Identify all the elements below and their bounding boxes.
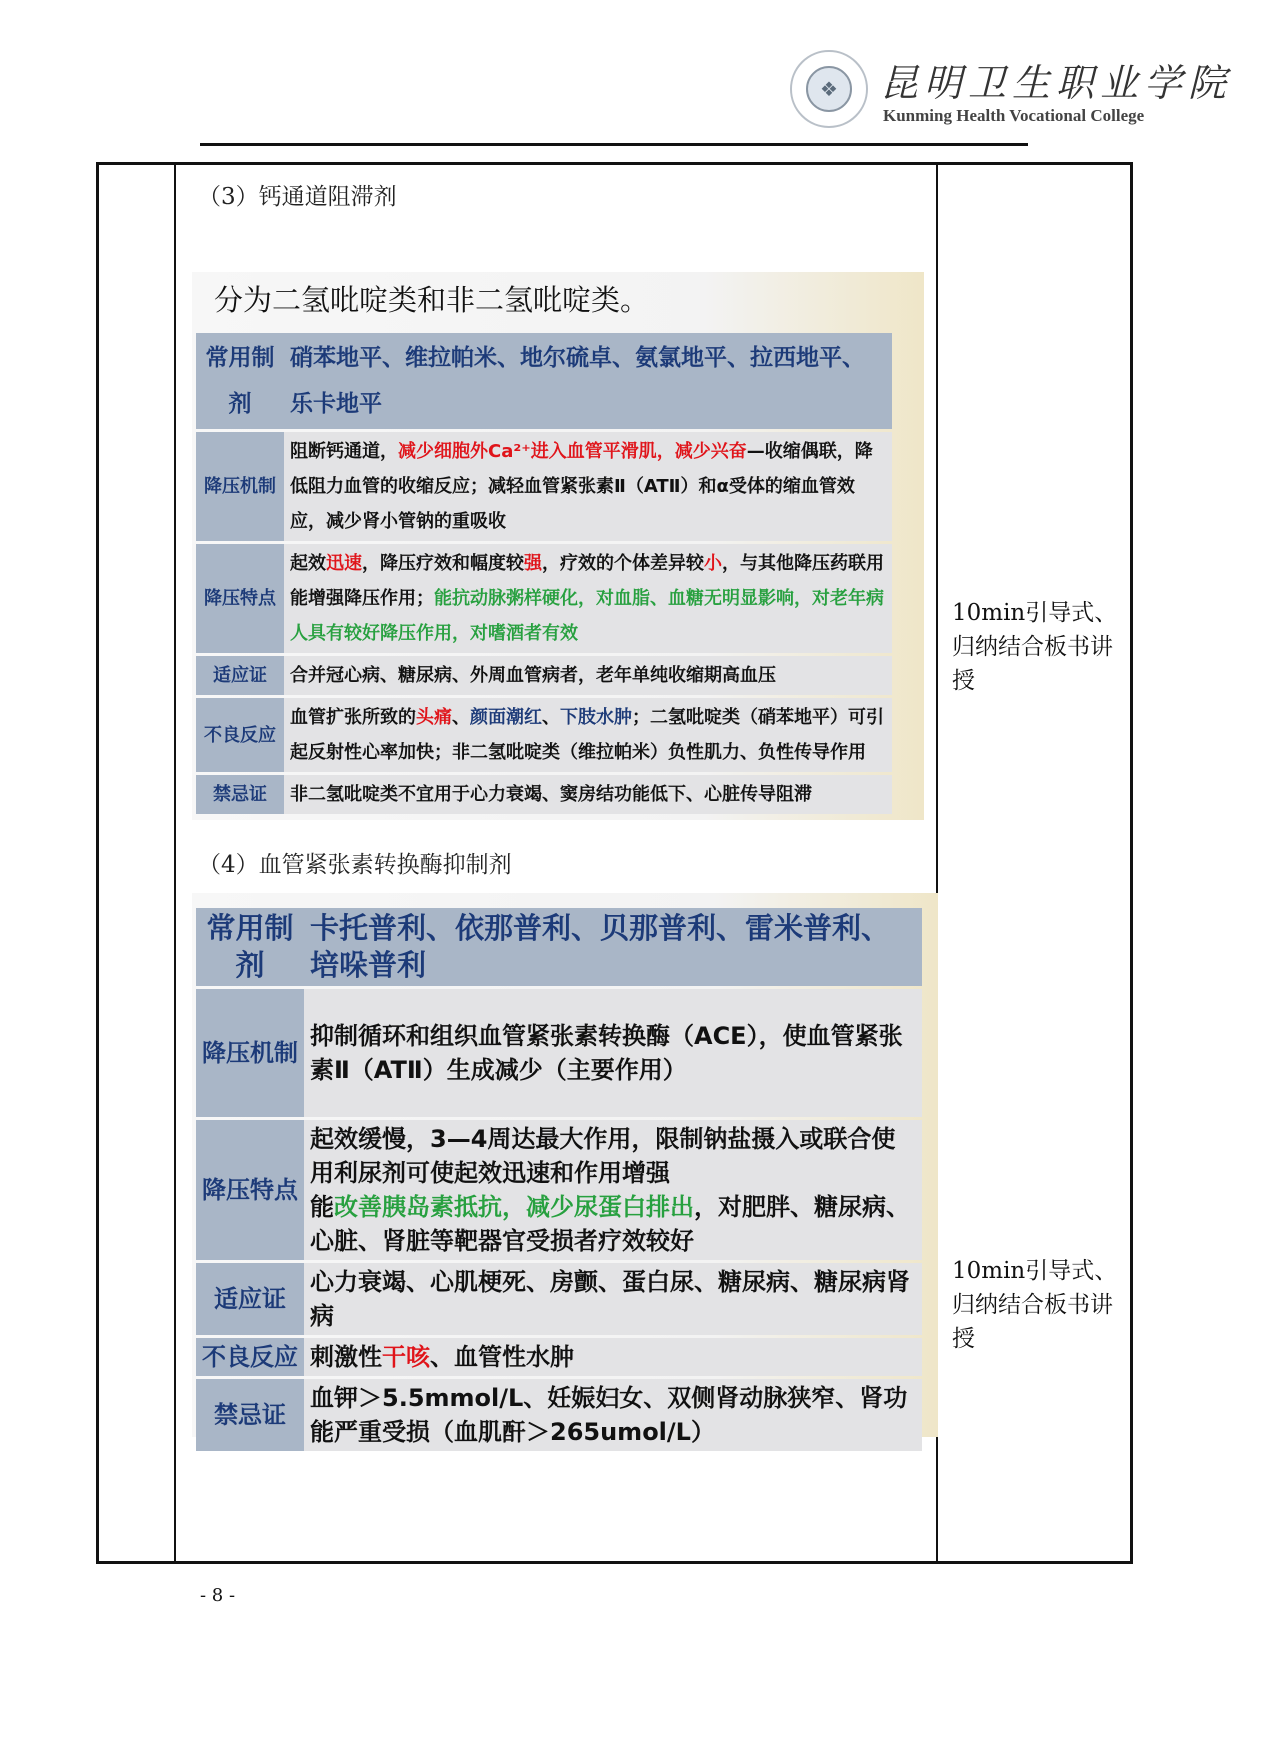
text-run: ，降压疗效和幅度较 bbox=[362, 553, 524, 574]
teaching-method-3: 10min引导式、归纳结合板书讲授 bbox=[952, 600, 1118, 694]
row-label: 适应证 bbox=[196, 1263, 304, 1335]
college-seal-icon: ❖ bbox=[806, 66, 852, 112]
row-value: 抑制循环和组织血管紧张素转换酶（ACE），使血管紧张素Ⅱ（ATⅡ）生成减少（主要作用） bbox=[304, 989, 922, 1117]
row-value: 非二氢吡啶类不宜用于心力衰竭、窦房结功能低下、心脏传导阻滞 bbox=[284, 775, 892, 814]
text-run: 起效缓慢，3—4周达最大作用，限制钠盐摄入或联合使用利尿剂可使起效迅速和作用增强 bbox=[310, 1125, 896, 1187]
row-label: 适应证 bbox=[196, 656, 284, 695]
table-row bbox=[196, 432, 892, 541]
college-name-en: Kunming Health Vocational College bbox=[883, 106, 1145, 125]
highlight-red: 强 bbox=[524, 553, 542, 574]
section-3-intro: 分为二氢吡啶类和非二氢吡啶类。 bbox=[214, 283, 650, 317]
column-divider-left bbox=[174, 162, 176, 1564]
highlight-blue: 下肢水肿 bbox=[560, 707, 632, 728]
row-label: 降压特点 bbox=[196, 544, 284, 653]
row-value bbox=[304, 1338, 922, 1376]
highlight-red: 小 bbox=[704, 553, 722, 574]
row-label: 禁忌证 bbox=[196, 1379, 304, 1451]
row-value bbox=[284, 544, 892, 653]
highlight-red: 头痛 bbox=[416, 707, 452, 728]
page-number: - 8 - bbox=[200, 1585, 236, 1606]
table-row bbox=[196, 544, 892, 653]
highlight-green: 能抗动脉粥样硬化，对血脂、血糖无明显影响，对老年病人具有较好降压作用，对嗜酒者有效 bbox=[290, 588, 884, 644]
college-logo bbox=[790, 50, 868, 128]
ccb-table bbox=[196, 330, 892, 817]
header-divider bbox=[200, 143, 1028, 146]
table-row bbox=[196, 333, 892, 429]
row-value: 硝苯地平、维拉帕米、地尔硫卓、氨氯地平、拉西地平、乐卡地平 bbox=[284, 333, 892, 429]
row-value: 心力衰竭、心肌梗死、房颤、蛋白尿、糖尿病、糖尿病肾病 bbox=[304, 1263, 922, 1335]
text-run: ；二氢吡啶类（硝苯地平）可引起反射性心率加快；非二氢吡啶类（维拉帕米）负性肌力、负性传导作用 bbox=[290, 707, 884, 763]
table-row bbox=[196, 656, 892, 695]
row-value bbox=[284, 432, 892, 541]
section-4-title: （4）血管紧张素转换酶抑制剂 bbox=[198, 852, 512, 878]
row-value: 合并冠心病、糖尿病、外周血管病者，老年单纯收缩期高血压 bbox=[284, 656, 892, 695]
row-label: 不良反应 bbox=[196, 1338, 304, 1376]
teaching-method-4: 10min引导式、归纳结合板书讲授 bbox=[952, 1258, 1118, 1352]
highlight-green: 改善胰岛素抵抗，减少尿蛋白排出 bbox=[334, 1193, 694, 1221]
table-row bbox=[196, 698, 892, 772]
table-row bbox=[196, 1338, 922, 1376]
table-row bbox=[196, 1263, 922, 1335]
row-value bbox=[284, 698, 892, 772]
text-run: 、血管性水肿 bbox=[430, 1343, 574, 1371]
table-row bbox=[196, 775, 892, 814]
row-label: 降压特点 bbox=[196, 1120, 304, 1260]
text-run: ，对肥胖、糖尿病、心脏、肾脏等靶器官受损者疗效较好 bbox=[310, 1193, 910, 1255]
highlight-red: 减少细胞外Ca²⁺进入血管平滑肌，减少兴奋 bbox=[398, 441, 747, 462]
table-row bbox=[196, 1120, 922, 1260]
row-label: 常用制剂 bbox=[196, 333, 284, 429]
row-label: 降压机制 bbox=[196, 432, 284, 541]
table-row bbox=[196, 989, 922, 1117]
text-run: 阻断钙通道， bbox=[290, 441, 398, 462]
highlight-red: 干咳 bbox=[382, 1343, 430, 1371]
text-run: ，疗效的个体差异较 bbox=[542, 553, 704, 574]
table-row bbox=[196, 1379, 922, 1451]
highlight-red: 迅速 bbox=[326, 553, 362, 574]
text-run: 、 bbox=[452, 707, 470, 728]
text-run: 血管扩张所致的 bbox=[290, 707, 416, 728]
text-run: 、 bbox=[542, 707, 560, 728]
college-name-cn: 昆明卫生职业学院 bbox=[880, 61, 1233, 105]
row-label: 降压机制 bbox=[196, 989, 304, 1117]
row-value bbox=[304, 1120, 922, 1260]
row-value: 血钾＞5.5mmol/L、妊娠妇女、双侧肾动脉狭窄、肾功能严重受损（血肌酐＞265umol/L） bbox=[304, 1379, 922, 1451]
table-row bbox=[196, 908, 922, 986]
highlight-blue: 颜面潮红 bbox=[470, 707, 542, 728]
acei-table bbox=[196, 905, 922, 1454]
row-label: 禁忌证 bbox=[196, 775, 284, 814]
row-label: 不良反应 bbox=[196, 698, 284, 772]
text-run: 起效 bbox=[290, 553, 326, 574]
text-run: —收缩偶联，降低阻力血管的收缩反应；减轻血管紧张素Ⅱ（ATⅡ）和α受体的缩血管效应，减少肾小管钠的重吸收 bbox=[290, 441, 873, 532]
section-3-title: （3）钙通道阻滞剂 bbox=[198, 184, 397, 210]
text-run: 刺激性 bbox=[310, 1343, 382, 1371]
row-label: 常用制剂 bbox=[196, 908, 304, 986]
text-run: 能 bbox=[310, 1193, 334, 1221]
row-value: 卡托普利、依那普利、贝那普利、雷米普利、培哚普利 bbox=[304, 908, 922, 986]
text-run: ，与其他降压药联用能增强降压作用； bbox=[290, 553, 884, 609]
